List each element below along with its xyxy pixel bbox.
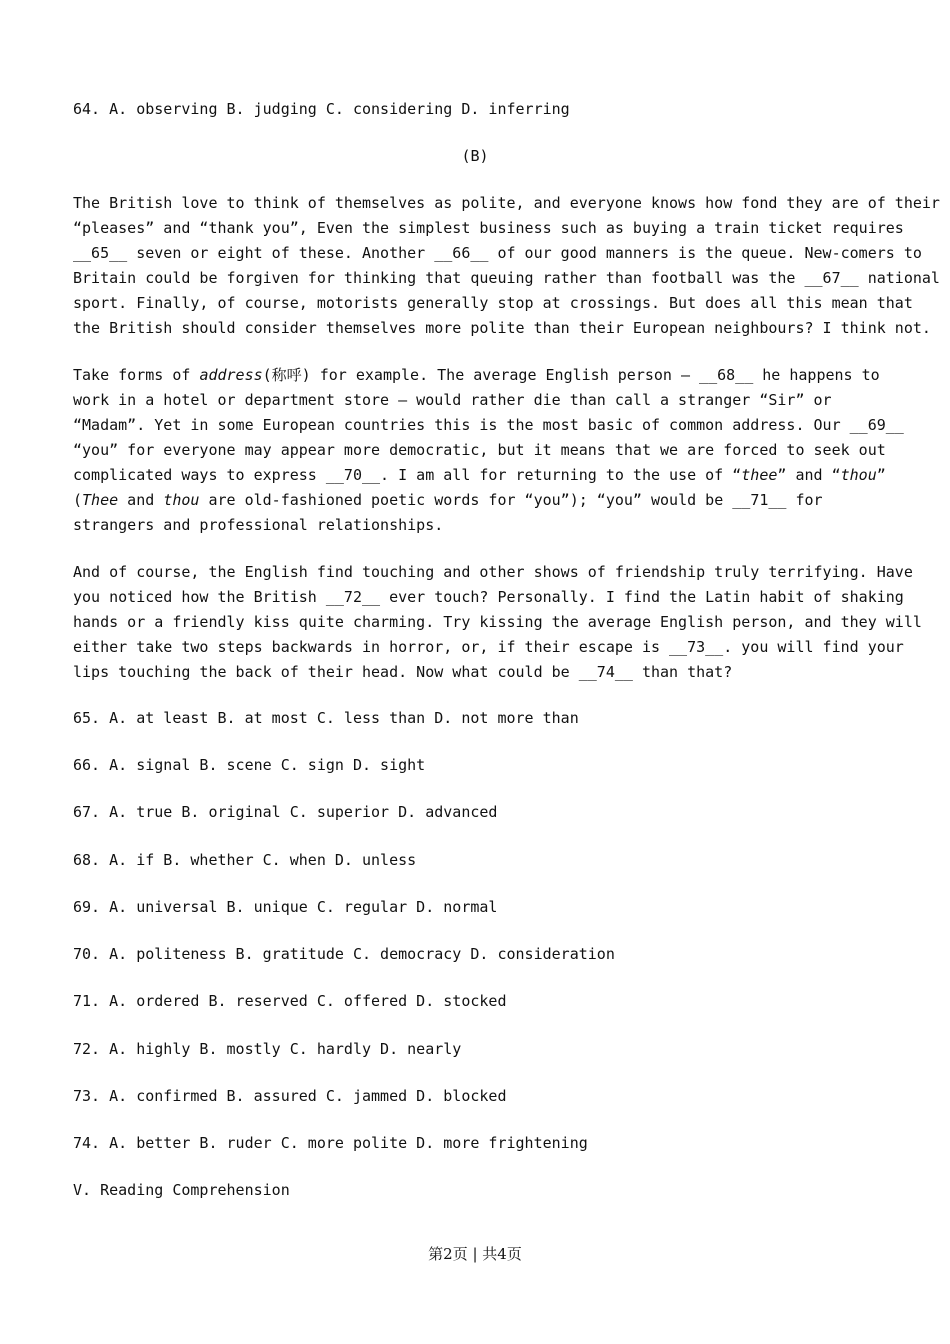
question-66: 66. A. signal B. scene C. sign D. sight (73, 756, 426, 774)
question-73: 73. A. confirmed B. assured C. jammed D. blocked (73, 1087, 507, 1105)
line-text: ” (876, 466, 886, 484)
paragraph-line (73, 363, 878, 388)
italic-word: Thee (82, 491, 119, 509)
paragraph-line: __65__ seven or eight of these. Another __66__ of our good manners is the queue. New-comers to (73, 244, 922, 262)
question-68: 68. A. if B. whether C. when D. unless (73, 851, 417, 869)
italic-word: thee (741, 466, 778, 484)
line-text: ” and “ (777, 466, 841, 484)
section-heading-b: (B) (461, 147, 489, 165)
paragraph-line: either take two steps backwards in horror, or, if their escape is __73__. you will find your (73, 638, 904, 656)
question-70: 70. A. politeness B. gratitude C. democracy D. consideration (73, 945, 615, 963)
paragraph-line: lips touching the back of their head. Now what could be __74__ than that? (73, 663, 733, 681)
line-text: and (118, 491, 164, 509)
paragraph-line: you noticed how the British __72__ ever touch? Personally. I find the Latin habit of shaking (73, 588, 904, 606)
question-67: 67. A. true B. original C. superior D. advanced (73, 803, 498, 821)
passage-paragraph-1 (73, 191, 940, 341)
paragraph-line: “you” for everyone may appear more democratic, but it means that we are forced to seek out (73, 441, 886, 459)
paragraph-line: “Madam”. Yet in some European countries this is the most basic of common address. Our __69__ (73, 416, 904, 434)
line-text: are old-fashioned poetic words for “you”); “you” would be __71__ for (199, 491, 823, 509)
paragraph-line: hands or a friendly kiss quite charming. Try kissing the average English person, and they will (73, 613, 922, 631)
page-footer: 第2页 | 共4页 (428, 1245, 522, 1263)
question-74: 74. A. better B. ruder C. more polite D. more frightening (73, 1134, 588, 1152)
italic-word: address (199, 366, 263, 384)
question-69: 69. A. universal B. unique C. regular D. normal (73, 898, 498, 916)
paragraph-line: Britain could be forgiven for thinking that queuing rather than football was the __67__ national (73, 269, 940, 287)
paragraph-line: The British love to think of themselves as polite, and everyone knows how fond they are of their (73, 194, 940, 212)
italic-word: thou (163, 491, 200, 509)
question-72: 72. A. highly B. mostly C. hardly D. nearly (73, 1040, 462, 1058)
line-text: (称呼) for example. The average English person — __68__ he happens to (262, 366, 880, 384)
line-text: ( (73, 491, 83, 509)
question-64: 64. A. observing B. judging C. considering D. inferring (73, 100, 570, 118)
paragraph-line: sport. Finally, of course, motorists generally stop at crossings. But does all this mean that (73, 294, 913, 312)
section-heading-reading: V. Reading Comprehension (73, 1181, 290, 1199)
question-65: 65. A. at least B. at most C. less than D. not more than (73, 709, 579, 727)
paragraph-line (73, 463, 886, 488)
passage-paragraph-3 (73, 560, 922, 685)
line-text: Take forms of (73, 366, 200, 384)
paragraph-line: the British should consider themselves more polite than their European neighbours? I think not. (73, 319, 931, 337)
line-text: complicated ways to express __70__. I am all for returning to the use of “ (73, 466, 742, 484)
italic-word: thou (840, 466, 877, 484)
paragraph-line (73, 488, 878, 513)
question-71: 71. A. ordered B. reserved C. offered D. stocked (73, 992, 507, 1010)
passage-paragraph-2 (73, 363, 904, 538)
paragraph-line: strangers and professional relationships. (73, 516, 444, 534)
paragraph-line: And of course, the English find touching and other shows of friendship truly terrifying. Have (73, 563, 913, 581)
paragraph-line: work in a hotel or department store — would rather die than call a stranger “Sir” or (73, 391, 832, 409)
paragraph-line: “pleases” and “thank you”, Even the simplest business such as buying a train ticket requires (73, 219, 904, 237)
